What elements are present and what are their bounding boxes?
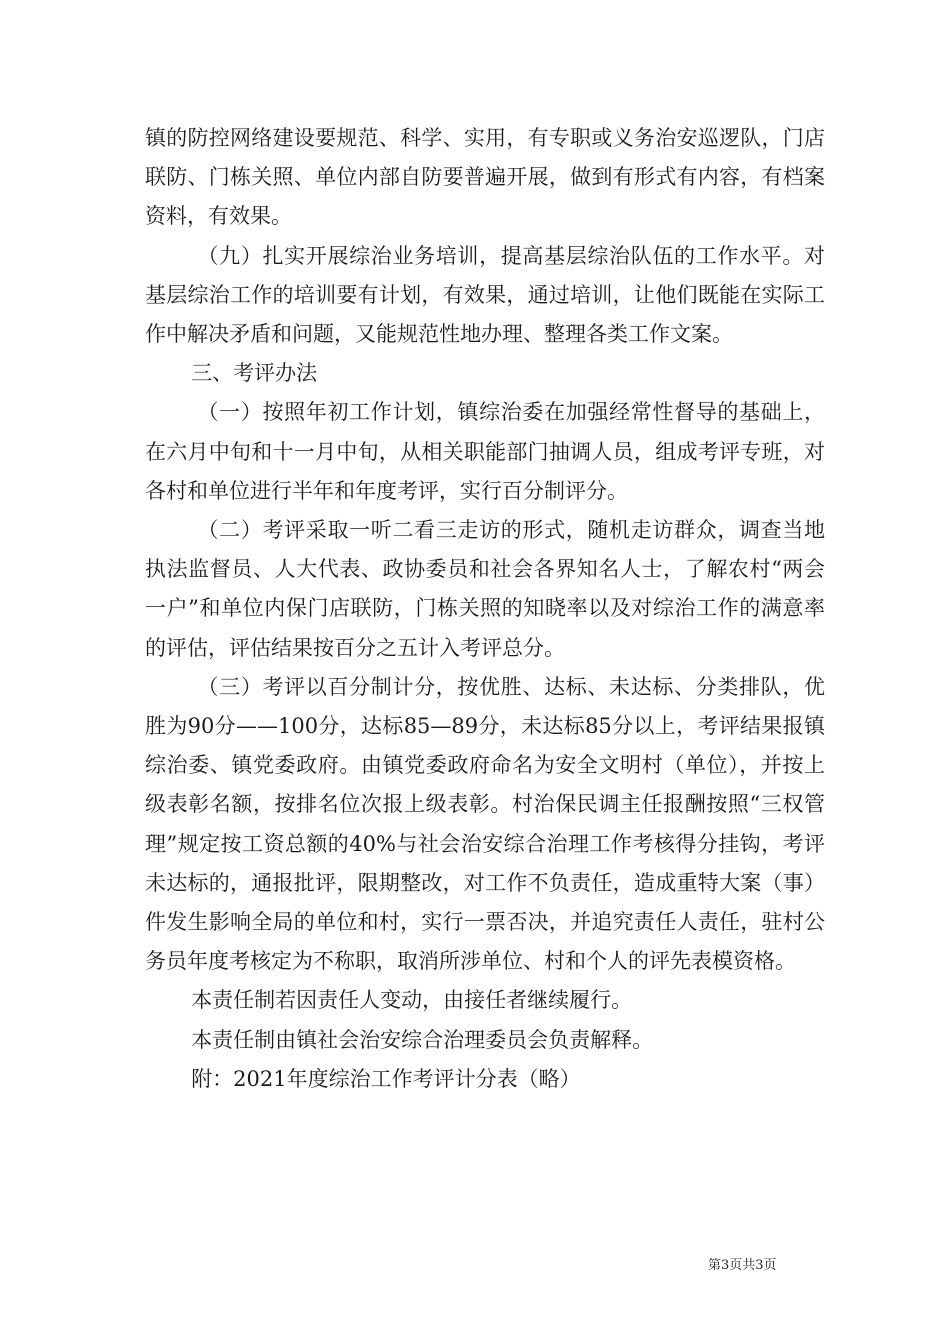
paragraph-continued-network: 镇的防控网络建设要规范、科学、实用，有专职或义务治安巡逻队，门店联防、门栋关照、单位内部自防要普遍开展，做到有形式有内容，有档案资料，有效果。 (145, 126, 825, 229)
paragraph-item-nine-training: （九）扎实开展综治业务培训，提高基层综治队伍的工作水平。对基层综治工作的培训要有计划，有效果，通过培训，让他们既能在实际工作中解决矛盾和问题，又能规范性地办理、整理各类工作文案。 (145, 243, 825, 347)
section-heading-evaluation-method: 三、考评办法 (191, 361, 318, 386)
paragraph-evaluation-item-two: （二）考评采取一听二看三走访的形式，随机走访群众，调查当地执法监督员、人大代表、政协委员和社会各界知名人士，了解农村“两会一户”和单位内保门店联防，门栋关照的知晓率以及对综治工作的满意率的评估，评估结果按百分之五计入考评总分。 (145, 518, 825, 660)
paragraph-evaluation-item-one: （一）按照年初工作计划，镇综治委在加强经常性督导的基础上，在六月中旬和十一月中旬，从相关职能部门抽调人员，组成考评专班，对各村和单位进行半年和年度考评，实行百分制评分。 (145, 400, 825, 503)
paragraph-interpretation-clause: 本责任制由镇社会治安综合治理委员会负责解释。 (191, 1027, 654, 1052)
document-body (145, 119, 825, 1099)
page-number-footer: 第3页共3页 (708, 1258, 777, 1273)
paragraph-appendix-note: 附：2021年度综治工作考评计分表（略） (191, 1066, 581, 1091)
paragraph-successor-clause: 本责任制若因责任人变动，由接任者继续履行。 (191, 988, 633, 1013)
paragraph-evaluation-item-three: （三）考评以百分制计分，按优胜、达标、未达标、分类排队，优胜为90分——100分，达标85—89分，未达标85分以上，考评结果报镇综治委、镇党委政府。由镇党委政府命名为安全文明村（单位），并按上级表彰名额，按排名位次报上级表彰。村治保民调主任报酬按照“三权管理”规定按工资总额的40%与社会治安综合治理工作考核得分挂钩，考评未达标的，通报批评，限期整改，对工作不负责任，造成重特大案（事）件发生影响全局的单位和村，实行一票否决，并追究责任人责任，驻村公务员年度考核定为不称职，取消所涉单位、村和个人的评先表模资格。 (145, 674, 825, 974)
